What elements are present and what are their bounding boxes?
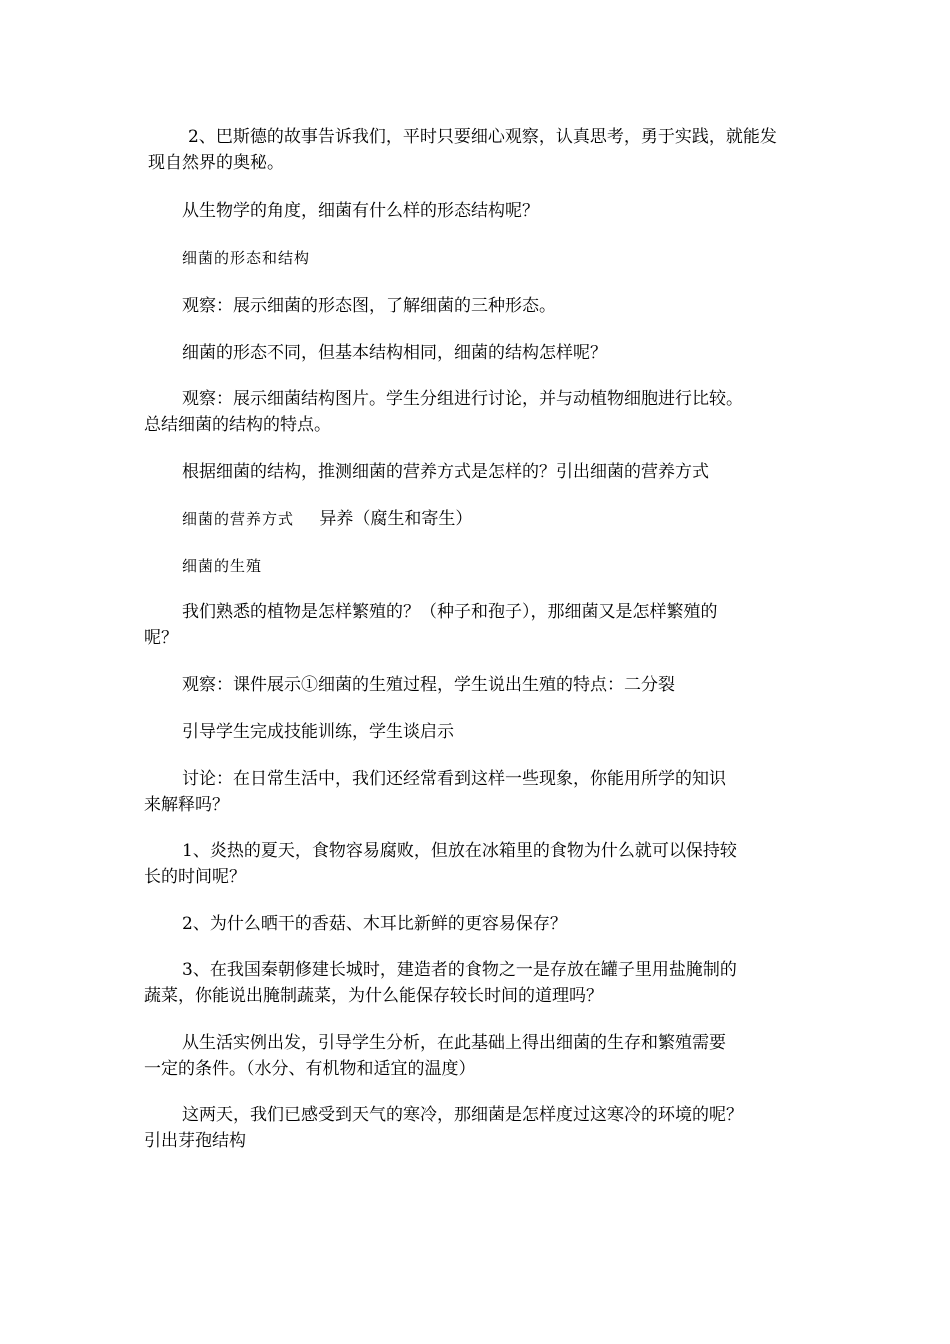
paragraph-pasteur-lesson	[0, 124, 777, 176]
text-line: 3、在我国秦朝修建长城时，建造者的食物之一是存放在罐子里用盐腌制的	[182, 960, 737, 980]
text-line: 蔬菜，你能说出腌制蔬菜，为什么能保存较长时间的道理吗？	[144, 986, 603, 1006]
paragraph-observe-reproduction	[182, 672, 675, 698]
text-line: 2、巴斯德的故事告诉我们，平时只要细心观察，认真思考，勇于实践，就能发	[188, 127, 777, 147]
text-line: 2、为什么晒干的香菇、木耳比新鲜的更容易保存？	[182, 914, 567, 934]
text-line: 从生物学的角度，细菌有什么样的形态结构呢？	[182, 201, 539, 221]
text-line: 从生活实例出发，引导学生分析，在此基础上得出细菌的生存和繁殖需要	[182, 1033, 726, 1053]
paragraph-question-2	[182, 911, 567, 937]
heading-morphology-structure	[182, 245, 310, 271]
paragraph-nutrition-mode	[182, 506, 472, 532]
text-line: 观察：课件展示①细菌的生殖过程，学生说出生殖的特点：二分裂	[182, 675, 675, 695]
paragraph-question-1	[0, 838, 737, 890]
text-line: 我们熟悉的植物是怎样繁殖的？（种子和孢子），那细菌又是怎样繁殖的	[182, 602, 718, 622]
text-line: 这两天，我们已感受到天气的寒冷，那细菌是怎样度过这寒冷的环境的呢？	[182, 1105, 743, 1125]
paragraph-plant-reproduction	[0, 599, 718, 651]
paragraph-biology-question	[182, 198, 539, 224]
paragraph-skill-training	[182, 719, 454, 745]
heading-reproduction	[182, 553, 262, 579]
text-line: 来解释吗？	[144, 795, 229, 815]
text-line: 讨论：在日常生活中，我们还经常看到这样一些现象，你能用所学的知识	[182, 769, 726, 789]
text-line: 细菌的形态和结构	[182, 249, 311, 267]
text-line: 引导学生完成技能训练，学生谈启示	[182, 722, 454, 742]
paragraph-observe-morphology	[182, 293, 556, 319]
heading-nutrition-mode: 细菌的营养方式	[182, 510, 295, 528]
paragraph-question-3	[0, 957, 737, 1009]
text-line: 总结细菌的结构的特点。	[144, 415, 331, 435]
text-line: 现自然界的奥秘。	[148, 153, 284, 173]
paragraph-spore	[0, 1102, 743, 1154]
text-line: 1、炎热的夏天，食物容易腐败，但放在冰箱里的食物为什么就可以保持较	[182, 841, 737, 861]
text-line: 观察：展示细菌的形态图，了解细菌的三种形态。	[182, 296, 556, 316]
text-line: 引出芽孢结构	[144, 1131, 246, 1151]
paragraph-structure-question	[182, 340, 607, 366]
text-line: 细菌的形态不同，但基本结构相同，细菌的结构怎样呢？	[182, 343, 607, 363]
text-heterotroph: 异养（腐生和寄生）	[319, 509, 473, 529]
text-line: 呢？	[144, 628, 178, 648]
paragraph-nutrition-question	[182, 459, 709, 485]
text-line: 细菌的生殖	[182, 557, 263, 575]
text-line: 观察：展示细菌结构图片。学生分组进行讨论，并与动植物细胞进行比较。	[182, 389, 743, 409]
paragraph-discussion	[0, 766, 726, 818]
text-line: 长的时间呢？	[144, 867, 246, 887]
paragraph-conditions	[0, 1030, 726, 1082]
paragraph-observe-structure	[0, 386, 743, 438]
text-line: 根据细菌的结构，推测细菌的营养方式是怎样的？引出细菌的营养方式	[182, 462, 709, 482]
text-line: 一定的条件。（水分、有机物和适宜的温度）	[144, 1059, 476, 1079]
